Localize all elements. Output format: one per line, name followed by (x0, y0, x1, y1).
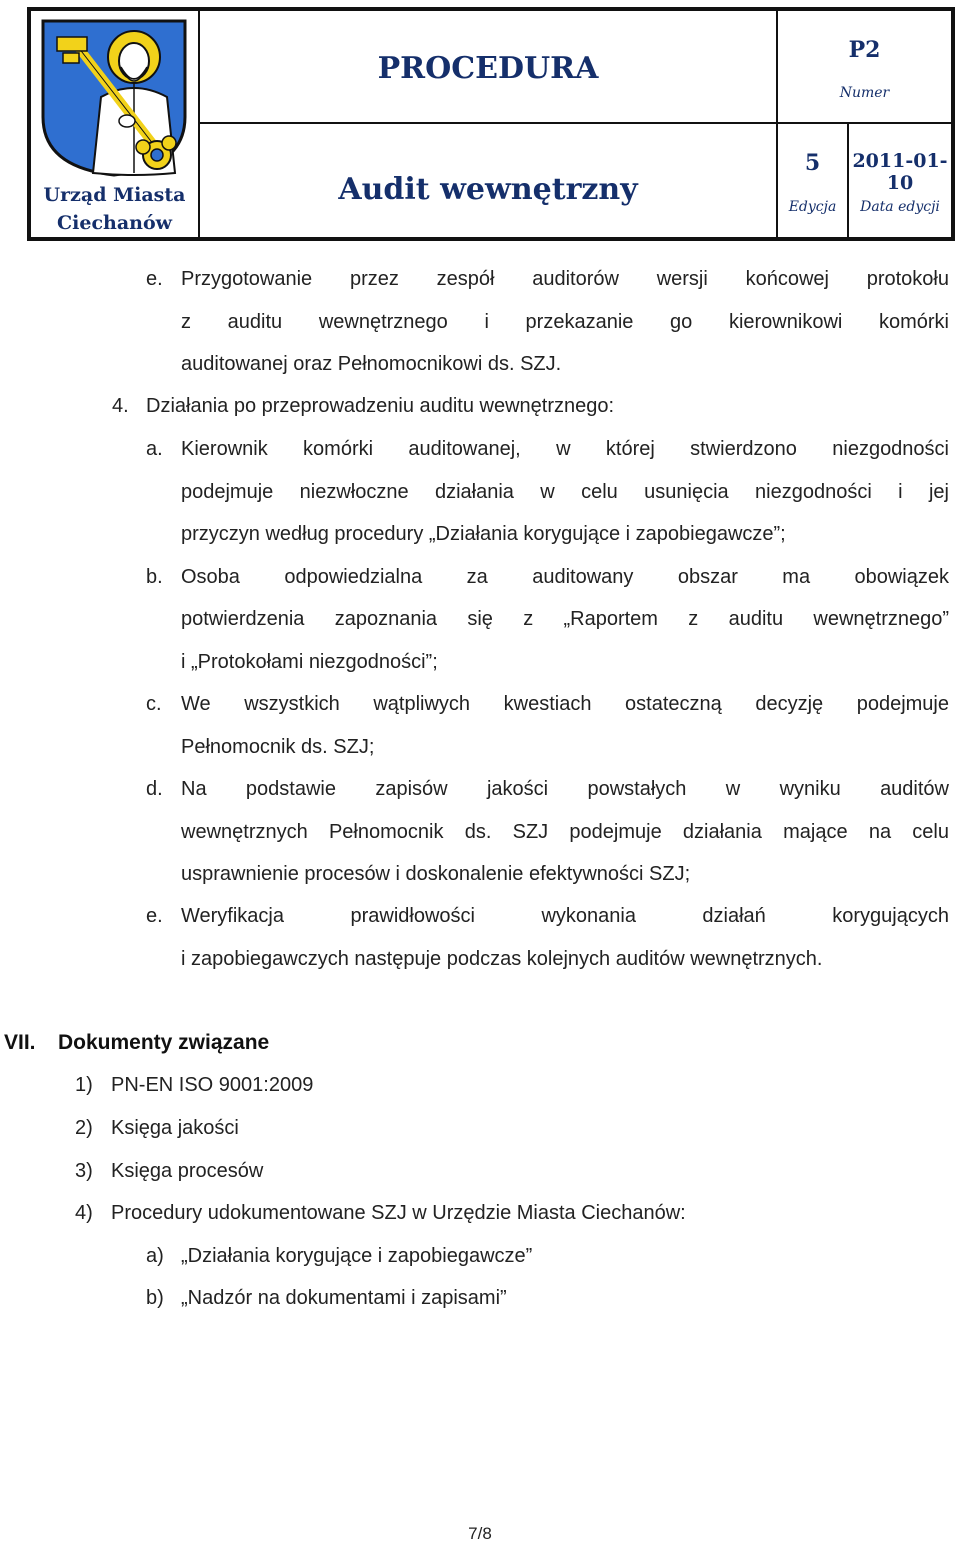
text-line: Weryfikacja prawidłowości wykonania działań korygujących (181, 905, 949, 927)
number-cell (778, 11, 951, 124)
text-line: Osoba odpowiedzialna za auditowany obszar ma obowiązek (181, 566, 949, 588)
page-number: 7/8 (468, 1524, 492, 1543)
text-line: podejmuje niezwłoczne działania w celu usunięcia niezgodności i jej (181, 481, 949, 503)
edition-date-cell (849, 124, 951, 237)
text-line: przyczyn według procedury „Działania korygujące i zapobiegawcze”; (181, 523, 786, 545)
related-doc-item: Księga jakości (111, 1117, 239, 1139)
procedure-number-label: Numer (839, 85, 890, 101)
list-marker: 1) (75, 1074, 93, 1096)
procedure-number: P2 (848, 37, 881, 63)
text-line: Przygotowanie przez zespół auditorów wersji końcowej protokołu (181, 268, 949, 290)
edition-cell (778, 124, 849, 237)
edition-number: 5 (804, 150, 821, 176)
text-line: We wszystkich wątpliwych kwestiach ostateczną decyzję podejmuje (181, 693, 949, 715)
text-line: i zapobiegawczych następuje podczas kolejnych auditów wewnętrznych. (181, 948, 823, 970)
list-marker: a. (146, 438, 163, 460)
office-name-line1: Urząd Miasta (43, 184, 186, 206)
list-marker: a) (146, 1245, 164, 1267)
related-doc-item: PN-EN ISO 9001:2009 (111, 1074, 314, 1096)
city-coat-of-arms-icon (39, 17, 189, 177)
list-marker: 3) (75, 1160, 93, 1182)
step-heading: Działania po przeprowadzeniu auditu wewnętrznego: (146, 395, 615, 417)
list-marker: e. (146, 905, 163, 927)
title-cell (200, 124, 778, 237)
list-marker: 4. (112, 395, 129, 417)
related-doc-item: Księga procesów (111, 1160, 264, 1182)
section-title: Dokumenty związane (58, 1031, 270, 1054)
text-line: wewnętrznych Pełnomocnik ds. SZJ podejmuje działania mające na celu (181, 821, 949, 843)
text-line: usprawnienie procesów i doskonalenie efektywności SZJ; (181, 863, 691, 885)
text-line: Kierownik komórki auditowanej, w której stwierdzono niezgodności (181, 438, 949, 460)
list-marker: e. (146, 268, 163, 290)
edition-label: Edycja (788, 199, 837, 215)
section-number: VII. (4, 1031, 36, 1054)
list-marker: d. (146, 778, 163, 800)
text-line: Pełnomocnik ds. SZJ; (181, 736, 375, 758)
edition-date: 2011-01-10 (852, 150, 948, 194)
text-line: auditowanej oraz Pełnomocnikowi ds. SZJ. (181, 353, 562, 375)
office-name-line2: Ciechanów (57, 212, 172, 234)
text-line: z auditu wewnętrznego i przekazanie go kierownikowi komórki (181, 311, 949, 333)
list-marker: c. (146, 693, 162, 715)
related-procedure-item: „Działania korygujące i zapobiegawcze” (181, 1245, 533, 1267)
text-line: potwierdzenia zapoznania się z „Raportem z auditu wewnętrznego” (181, 608, 949, 630)
document-header (27, 7, 955, 241)
list-marker: b. (146, 566, 163, 588)
list-marker: 2) (75, 1117, 93, 1139)
logo-cell (31, 11, 200, 237)
text-line: i „Protokołami niezgodności”; (181, 651, 438, 673)
procedure-title: Audit wewnętrzny (338, 172, 638, 207)
related-procedure-item: „Nadzór na dokumentami i zapisami” (181, 1287, 507, 1309)
list-marker: b) (146, 1287, 164, 1309)
list-marker: 4) (75, 1202, 93, 1224)
doc-type: PROCEDURA (377, 51, 599, 86)
doc-type-cell (200, 11, 778, 124)
text-line: Na podstawie zapisów jakości powstałych w wyniku auditów (181, 778, 949, 800)
edition-date-label: Data edycji (860, 199, 940, 215)
related-doc-item: Procedury udokumentowane SZJ w Urzędzie Miasta Ciechanów: (111, 1202, 686, 1224)
